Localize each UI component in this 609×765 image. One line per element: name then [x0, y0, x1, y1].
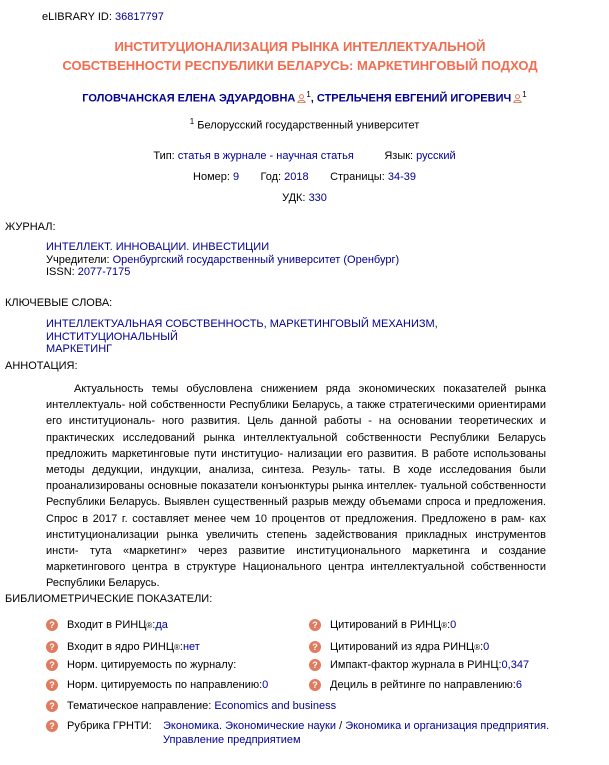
indicator-impact-factor: [309, 657, 529, 673]
grnti-link-management[interactable]: Управление предприятием: [163, 734, 301, 746]
question-icon[interactable]: ?: [309, 659, 321, 671]
number-label: Номер:: [193, 171, 230, 183]
journal-founders: [46, 254, 566, 267]
thematic-label: Тематическое направление:: [67, 700, 212, 712]
journal-link[interactable]: ИНТЕЛЛЕКТ. ИННОВАЦИИ. ИНВЕСТИЦИИ: [46, 241, 270, 253]
registered-sign: ®: [474, 642, 481, 652]
pages-label: Страницы:: [330, 171, 385, 183]
meta-row-number: [0, 171, 609, 183]
thematic-link[interactable]: Economics and business: [214, 700, 337, 712]
question-icon[interactable]: ?: [309, 679, 321, 691]
grnti-icon-wrap: [46, 720, 67, 732]
affiliation-name: Белорусский государственный университет: [197, 119, 420, 132]
issn-value: 2077-7175: [77, 266, 131, 278]
indicator-sep: :: [480, 641, 484, 653]
elibrary-id-label: eLIBRARY ID:: [42, 11, 112, 23]
language-value: русский: [416, 150, 456, 162]
meta-row-udk: [0, 192, 609, 204]
indicator-label: Входит в ядро РИНЦ: [67, 641, 175, 653]
indicator-value: 6: [515, 679, 522, 691]
indicator-value: 0: [262, 679, 269, 691]
indicator-value: 0: [483, 641, 490, 653]
indicator-sep: :: [179, 641, 183, 653]
elibrary-id-value: 36817797: [114, 11, 164, 23]
grnti-row: [67, 719, 567, 746]
indicator-label: Цитирований в РИНЦ: [330, 619, 442, 631]
grnti-link-enterprise[interactable]: Экономика и организация предприятия.: [345, 720, 550, 732]
affiliation-number: 1: [189, 117, 195, 126]
indicator-value: 0,347: [501, 659, 530, 671]
question-icon[interactable]: ?: [46, 659, 58, 671]
indicator-rinc-core: [46, 639, 200, 655]
question-icon[interactable]: ?: [46, 720, 58, 732]
indicator-label: Норм. цитируемость по журналу:: [67, 659, 237, 671]
author-link-2[interactable]: СТРЕЛЬЧЕНЯ ЕВГЕНИЙ ИГОРЕВИЧ: [316, 92, 512, 105]
indicator-label: Норм. цитируемость по направлению:: [67, 679, 263, 691]
question-icon[interactable]: ?: [46, 641, 58, 653]
question-icon[interactable]: ?: [309, 641, 321, 653]
grnti-label: Рубрика ГРНТИ:: [67, 720, 152, 732]
indicator-label: Входит в РИНЦ: [67, 619, 147, 631]
number-value: 9: [233, 171, 240, 183]
indicator-label: Дециль в рейтинге по направлению:: [330, 679, 516, 691]
question-icon[interactable]: ?: [46, 679, 58, 691]
founders-label: Учредители:: [46, 253, 110, 266]
indicator-citations: [309, 617, 456, 633]
meta-row-type: [0, 150, 609, 162]
annotation-text: Актуальность темы обусловлена снижением ряда экономических показателей рынка интеллектуаль- ной собственности Республики Беларусь, а также стратегическими ориентирами его институциональ- ного развития. Цель данной работы - на основании теоретических и практических исследований рынка интеллектуальной собственности Республики Беларусь предложить маркетинговые пути институцио- нализации его развития. В работе использованы методы дедукции, индукции, анализа, синтеза. Резуль- таты. В ходе исследования были проанализированы основные показатели конъюнктуры рынка интеллек- туальной собственности Республики Беларусь. Выявлен существенный разрыв между объемами спроса и предложения. Спрос в 2017 г. составляет менее чем 10 процентов от предложения. Предложено в рам- ках институционализации рынка увеличить степень задействования прикладных инструментов инсти- тута «маркетинг» через развитие институционального маркетинга и создание маркетингового центра в структуре Национального центра интеллектуальной собственности Республики Беларусь.: [46, 383, 546, 590]
grnti-values: [163, 719, 563, 747]
founders-value: Оренбургский государственный университет (Оренбург): [112, 253, 400, 266]
author-affiliation-sup: 1: [522, 90, 527, 99]
article-title: [20, 37, 580, 75]
indicator-sep: :: [447, 619, 451, 631]
journal-issn: [46, 266, 566, 279]
biblio-heading: БИБЛИОМЕТРИЧЕСКИЕ ПОКАЗАТЕЛИ:: [5, 593, 213, 605]
person-icon[interactable]: [297, 94, 306, 103]
udk-label: УДК:: [282, 192, 306, 204]
registered-sign: ®: [146, 620, 153, 630]
elibrary-id-line: [42, 11, 164, 23]
authors-line: [0, 90, 609, 105]
indicator-norm-journal: [46, 657, 236, 673]
indicator-citations-core: [309, 639, 489, 655]
keywords-heading: КЛЮЧЕВЫЕ СЛОВА:: [5, 297, 113, 309]
indicator-value: да: [155, 619, 168, 631]
authors-separator: ,: [310, 92, 317, 105]
indicator-decile: [309, 677, 522, 693]
indicator-value: 0: [450, 619, 457, 631]
author-link-1[interactable]: ГОЛОВЧАНСКАЯ ЕЛЕНА ЭДУАРДОВНА: [82, 92, 296, 105]
registered-sign: ®: [174, 642, 180, 652]
journal-block: [46, 241, 566, 279]
annotation-heading: АННОТАЦИЯ:: [5, 360, 78, 372]
keywords-link-line2[interactable]: МАРКЕТИНГ: [46, 343, 113, 355]
grnti-separator: /: [336, 720, 346, 732]
keywords-block: [46, 318, 566, 356]
indicator-sep: :: [152, 619, 156, 631]
type-value: статья в журнале - научная статья: [177, 150, 354, 162]
question-icon[interactable]: ?: [46, 700, 58, 712]
pages-value: 34-39: [387, 171, 416, 183]
indicator-label: Импакт-фактор журнала в РИНЦ:: [330, 659, 502, 671]
language-label: Язык:: [384, 150, 414, 162]
keywords-link-line1[interactable]: ИНТЕЛЛЕКТУАЛЬНАЯ СОБСТВЕННОСТЬ, МАРКЕТИНГОВЫЙ МЕХАНИЗМ, ИНСТИТУЦИОНАЛЬНЫЙ: [46, 318, 438, 343]
registered-sign: ®: [441, 620, 448, 630]
question-icon[interactable]: ?: [46, 619, 58, 631]
udk-value: 330: [308, 192, 327, 204]
grnti-link-economics[interactable]: Экономика. Экономические науки: [163, 720, 337, 732]
article-title-line2: СОБСТВЕННОСТИ РЕСПУБЛИКИ БЕЛАРУСЬ: МАРКЕТИНГОВЫЙ ПОДХОД: [62, 58, 538, 73]
indicator-label: Цитирований из ядра РИНЦ: [330, 641, 475, 653]
indicator-thematic: [46, 698, 336, 714]
article-title-line1: ИНСТИТУЦИОНАЛИЗАЦИЯ РЫНКА ИНТЕЛЛЕКТУАЛЬНОЙ: [114, 39, 486, 54]
indicator-value: нет: [182, 641, 200, 653]
year-label: Год:: [260, 171, 282, 183]
person-icon[interactable]: [513, 94, 522, 103]
year-value: 2018: [284, 171, 309, 183]
affiliation-line: [0, 117, 609, 132]
question-icon[interactable]: ?: [309, 619, 321, 631]
indicator-rinc: [46, 617, 168, 633]
author-affiliation-sup: 1: [306, 90, 311, 99]
type-label: Тип:: [153, 150, 175, 162]
issn-label: ISSN:: [46, 266, 75, 278]
indicator-norm-direction: [46, 677, 268, 693]
journal-heading: ЖУРНАЛ:: [5, 221, 56, 233]
